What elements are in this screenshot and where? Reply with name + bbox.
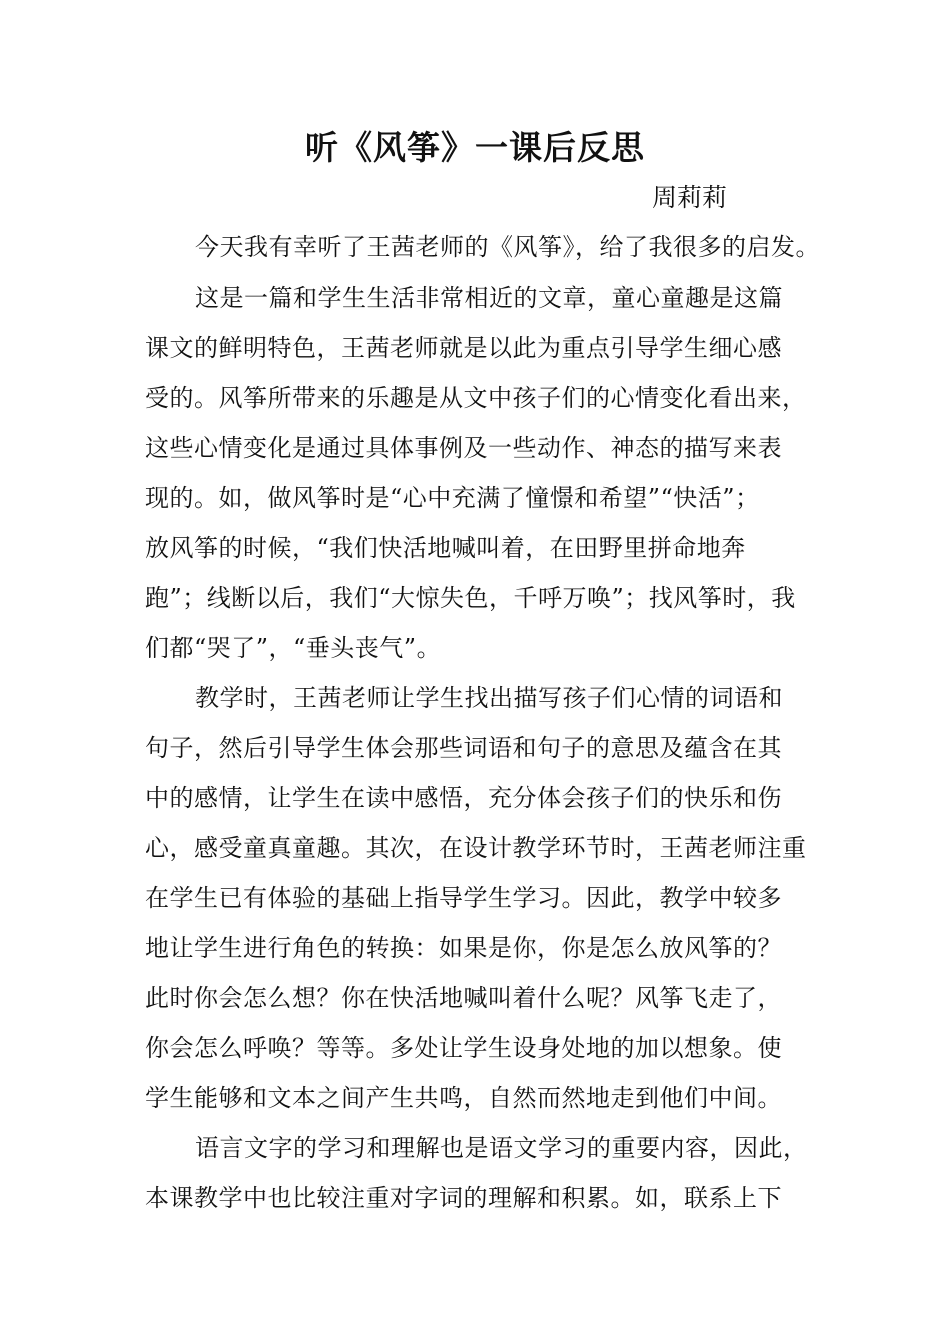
text-line: 跑”；线断以后，我们“大惊失色，千呼万唤”；找风筝时，我 [145,584,796,612]
document-title: 听《风筝》一课后反思 [305,128,645,167]
text-line: 句子，然后引导学生体会那些词语和句子的意思及蕴含在其 [145,734,782,762]
text-line: 放风筝的时候，“我们快活地喊叫着，在田野里拼命地奔 [145,534,746,562]
text-line: 这是一篇和学生生活非常相近的文章，童心童趣是这篇 [195,284,783,312]
text-line: 现的。如，做风筝时是“心中充满了憧憬和希望”“快活”； [145,484,760,512]
text-line: 语言文字的学习和理解也是语文学习的重要内容，因此， [195,1134,808,1162]
text-line: 此时你会怎么想？你在快活地喊叫着什么呢？风筝飞走了， [145,984,782,1012]
text-line: 们都“哭了”，“垂头丧气”。 [145,634,442,662]
text-line: 今天我有幸听了王茜老师的《风筝》，给了我很多的启发。 [195,233,820,261]
text-line: 教学时，王茜老师让学生找出描写孩子们心情的词语和 [195,684,783,712]
text-line: 学生能够和文本之间产生共鸣，自然而然地走到他们中间。 [145,1084,782,1112]
text-line: 你会怎么呼唤？等等。多处让学生设身处地的加以想象。使 [145,1034,782,1062]
author-name: 周莉莉 [652,183,728,212]
text-line: 中的感情，让学生在读中感悟，充分体会孩子们的快乐和伤 [145,784,782,812]
text-line: 受的。风筝所带来的乐趣是从文中孩子们的心情变化看出来， [145,384,807,412]
text-line: 在学生已有体验的基础上指导学生学习。因此，教学中较多 [145,884,782,912]
text-line: 本课教学中也比较注重对字词的理解和积累。如，联系上下 [145,1184,782,1212]
text-line: 心，感受童真童趣。其次，在设计教学环节时，王茜老师注重 [145,834,807,862]
text-line: 地让学生进行角色的转换：如果是你，你是怎么放风筝的？ [145,934,782,962]
text-line: 这些心情变化是通过具体事例及一些动作、神态的描写来表 [145,434,782,462]
text-line: 课文的鲜明特色，王茜老师就是以此为重点引导学生细心感 [145,334,782,362]
